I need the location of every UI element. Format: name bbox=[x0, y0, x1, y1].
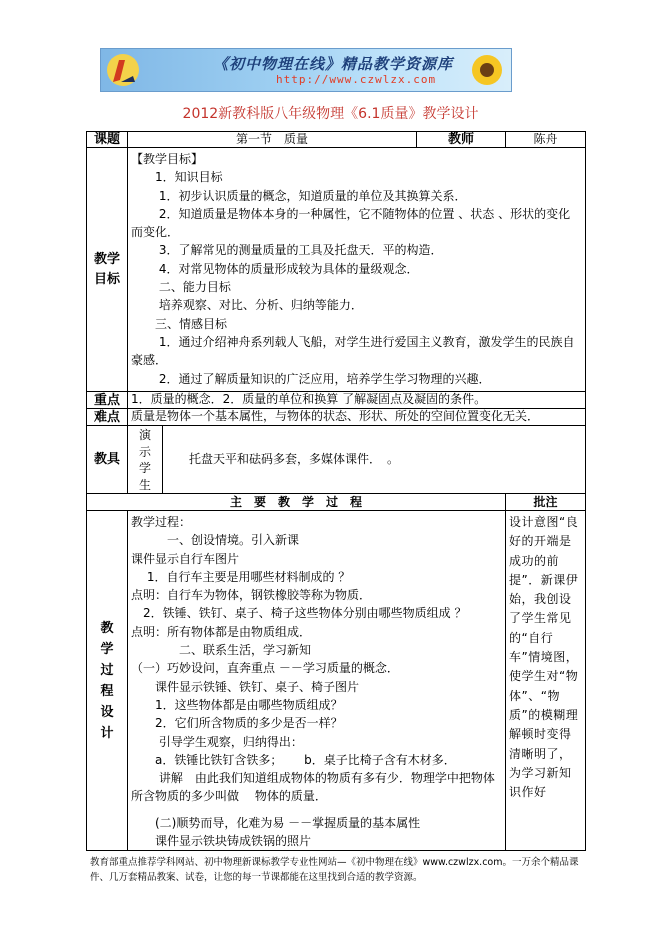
process-header-row bbox=[87, 494, 586, 511]
goal-line: 【教学目标】 bbox=[131, 152, 204, 166]
process-spacer bbox=[131, 806, 502, 814]
topic-value: 第一节 质量 bbox=[128, 132, 417, 148]
site-logo-icon bbox=[105, 52, 141, 88]
label-goals: 教学 目标 bbox=[87, 148, 128, 392]
method-label: 演 示 学 生 bbox=[128, 426, 163, 494]
sunflower-icon bbox=[467, 51, 507, 89]
process-row bbox=[87, 511, 586, 851]
goal-line: 4．对常见物体的质量形成较为具体的量级观念． bbox=[131, 261, 419, 276]
process-line: 点明：所有物体都是由物质组成． bbox=[131, 624, 312, 639]
banner-url[interactable]: http://www.czwlzx.com bbox=[276, 73, 437, 86]
goals-row bbox=[87, 148, 586, 392]
annotation-note: 设计意图“良好的开端是成功的前提”．新课伊始，我创设了学生常见的“自行车”情境图，使学生对“物体”、“物质”的模糊理解顿时变得清晰明了，为学习新知识作好 bbox=[506, 511, 586, 851]
goal-line: 2．通过了解质量知识的广泛应用，培养学生学习物理的兴趣． bbox=[131, 371, 491, 386]
label-tools: 教具 bbox=[87, 426, 128, 494]
process-line: 课件显示铁锤、铁钉、桌子、椅子图片 bbox=[131, 679, 360, 694]
tools-row bbox=[87, 426, 586, 494]
process-line: （一）巧妙设问，直奔重点 －－学习质量的概念． bbox=[131, 661, 399, 676]
goal-line: 二、能力目标 bbox=[131, 280, 231, 295]
process-line: 1．这些物体都是由哪些物质组成？ bbox=[131, 697, 343, 712]
process-line: 一、创设情境。引入新课 bbox=[131, 533, 300, 548]
page-title: 2012新教科版八年级物理《6.1质量》教学设计 bbox=[182, 106, 479, 122]
process-line: 点明：自行车为物体，钢铁橡胶等称为物质． bbox=[131, 588, 372, 603]
header-row bbox=[87, 132, 586, 148]
process-line: 教学过程： bbox=[131, 515, 192, 529]
teacher-value: 陈舟 bbox=[506, 132, 586, 148]
label-process: 教 学 过 程 设 计 bbox=[87, 511, 128, 851]
lesson-plan-table bbox=[86, 131, 586, 851]
process-line: 二、联系生活，学习新知 bbox=[131, 643, 312, 658]
process-line: a．铁锤比铁钉含铁多； b．桌子比椅子含有木材多． bbox=[131, 752, 456, 767]
process-line: 课件显示铁块铸成铁锅的照片 bbox=[131, 834, 312, 849]
process-line: 课件显示自行车图片 bbox=[131, 551, 240, 566]
process-header: 主 要 教 学 过 程 bbox=[87, 494, 506, 511]
banner-title: 《初中物理在线》精品教学资源库 bbox=[213, 55, 454, 73]
process-line: 2．铁锤、铁钉、桌子、椅子这些物体分别由哪些物质组成 ？ bbox=[131, 606, 467, 621]
label-key-point: 重点 bbox=[87, 392, 128, 409]
goals-content bbox=[128, 148, 586, 392]
header-banner bbox=[100, 48, 512, 92]
process-line: 1．自行车主要是用哪些材料制成的 ？ bbox=[131, 569, 351, 584]
goal-line: 培养观察、对比、分析、归纳等能力． bbox=[131, 298, 363, 313]
process-content bbox=[128, 511, 506, 851]
goal-line: 1．通过介绍神舟系列载人飞船，对学生进行爱国主义教育，激发学生的民族自豪感． bbox=[131, 334, 575, 368]
footer-note: 教育部重点推荐学科网站、初中物理新课标教学专业性网站—《初中物理在线》www.czwlzx.com。一万余个精品课件、几万套精品教案、试卷，让您的每一节课都能在这里找到合适的教学资源。 bbox=[90, 857, 579, 883]
label-teacher: 教师 bbox=[417, 132, 506, 148]
note-header: 批注 bbox=[506, 494, 586, 511]
tools-text: 托盘天平和砝码多套，多媒体课件． 。 bbox=[163, 426, 586, 494]
label-topic: 课题 bbox=[87, 132, 128, 148]
goal-line: 1．初步认识质量的概念，知道质量的单位及其换算关系． bbox=[131, 188, 467, 203]
difficulty-text: 质量是物体一个基本属性，与物体的状态、形状、所处的空间位置变化无关． bbox=[128, 409, 586, 426]
process-line: (二)顺势而导，化难为易 －－掌握质量的基本属性 bbox=[131, 815, 421, 830]
label-difficulty: 难点 bbox=[87, 409, 128, 426]
goal-line: 三、情感目标 bbox=[131, 316, 228, 331]
key-point-row bbox=[87, 392, 586, 409]
goal-line: 1．知识目标 bbox=[131, 170, 223, 185]
difficulty-row bbox=[87, 409, 586, 426]
process-line: 引导学生观察，归纳得出： bbox=[131, 734, 303, 749]
goal-line: 3．了解常见的测量质量的工具及托盘天．平的构造． bbox=[131, 243, 443, 258]
key-point-text: 1．质量的概念．2．质量的单位和换算 了解凝固点及凝固的条件。 bbox=[128, 392, 586, 409]
goal-line: 2．知道质量是物体本身的一种属性，它不随物体的位置 、状态 、形状的变化而变化． bbox=[131, 206, 571, 240]
process-line: 2．它们所含物质的多少是否一样？ bbox=[131, 716, 343, 731]
process-line: 讲解 由此我们知道组成物体的物质有多有少．物理学中把物体所含物质的多少叫做 物体的质量． bbox=[131, 771, 495, 804]
